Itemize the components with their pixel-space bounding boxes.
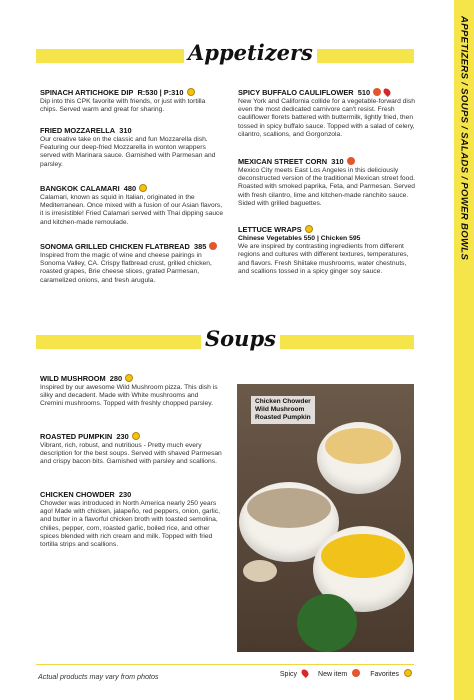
photo-label-mushroom: Wild Mushroom (255, 406, 305, 413)
item-price: 230 (116, 432, 129, 441)
item-name: LETTUCE WRAPS (238, 225, 302, 234)
legend-spicy-label: Spicy (279, 670, 298, 678)
side-category-text: APPETIZERS / SOUPS / SALADS / POWER BOWLS (458, 16, 470, 261)
item-name: ROASTED PUMPKIN (40, 432, 113, 441)
item-price: 510 (357, 88, 371, 97)
photo-label-chowder: Chicken Chowder (255, 398, 311, 405)
new-item-badge-icon (209, 242, 217, 250)
new-item-badge-icon (352, 669, 360, 677)
chili-pepper-icon (382, 87, 392, 97)
menu-item-bangkok-calamari (40, 184, 224, 227)
menu-item-wild-mushroom (40, 374, 222, 409)
footer-disclaimer: Actual products may vary from photos (38, 672, 159, 681)
item-description: We are inspired by contrasting ingredients from different regions and cultures with different textures, temperatures, and flavors. Fresh Shiitake mushrooms, water chestnuts, and scallions tossed in a spicy ginger soy sauce. (238, 243, 409, 275)
item-name: SPINACH ARTICHOKE DIP (40, 88, 134, 97)
menu-item-spicy-buffalo-cauliflower (238, 88, 416, 139)
item-description: Chowder was introduced in North America nearly 250 years ago! Made with chicken, jalapeño, red peppers, onion, garlic, and butter in a flavorful chicken broth with toasted semolina, chilies, pepper, corn, roasted garlic, boiled rice, and other spices blended with rich cream and milk. Topped with fried tortilla strips and scallions. (40, 500, 220, 549)
new-item-badge-icon (373, 88, 381, 96)
item-price: 230 (118, 490, 132, 499)
item-name: WILD MUSHROOM (40, 374, 106, 383)
item-description: Dip into this CPK favorite with friends, or just with tortilla chips. Served warm and great for sharing. (40, 98, 206, 114)
item-price: 310 (331, 157, 344, 166)
item-description: Inspired by our awesome Wild Mushroom pizza. This dish is silky and decadent. Made with White mushrooms and Cremini mushrooms. Topped with freshly chopped parsley. (40, 384, 218, 408)
star-favorite-icon (139, 184, 147, 192)
chili-pepper-icon (300, 668, 310, 678)
icon-legend (280, 670, 412, 678)
menu-item-sonoma-flatbread (40, 242, 224, 285)
item-name: SPICY BUFFALO CAULIFLOWER (238, 88, 354, 97)
mushroom-garnish (243, 560, 277, 582)
item-name: FRIED MOZZARELLA (40, 126, 116, 135)
photo-label-pumpkin: Roasted Pumpkin (255, 414, 311, 421)
item-description: Mexico City meets East Los Angeles in this deliciously deconstructed version of the traditional Mexican street food. Roasted with smoked paprika, Feta, and Parmesan. Served with fresh cilantro, lime and kitchen-made ranchito sauce. Sided with grilled baguettes. (238, 167, 415, 207)
item-price: 385 (193, 242, 207, 251)
soups-title: Soups (201, 326, 280, 352)
soup-roasted-pumpkin (321, 534, 405, 578)
soups-photo (237, 384, 414, 652)
item-price: 480 (123, 184, 137, 193)
item-price: 310 (119, 126, 132, 135)
new-item-badge-icon (347, 157, 355, 165)
side-category-label (454, 0, 474, 700)
star-favorite-icon (404, 669, 412, 677)
appetizers-title: Appetizers (184, 40, 317, 66)
item-description: Inspired from the magic of wine and cheese pairings in Sonoma Valley, CA. Crispy flatbread crust, grilled chicken, roasted grapes, Brie cheese slices, grated Parmesan, caramelized onions, and fresh arugula. (40, 252, 212, 284)
item-description: Calamari, known as squid in Italian, originated in the Mediterranean. Once mixed with a fusion of our Asian flavors, it is irresistible! Fried Calamari served with Thai dipping sauce and kitchen-made remoulade. (40, 194, 224, 226)
item-name: CHICKEN CHOWDER (40, 490, 115, 499)
item-description: New York and California collide for a vegetable-forward dish even the most dedicated carnivore can't resist. Fresh cauliflower florets battered with buttermilk, lightly fried, then tossed in spicy buffalo sauce. Topped with a salad of celery, cilantro, scallions, and Gorgonzola. (238, 98, 415, 138)
menu-item-fried-mozzarella (40, 126, 224, 169)
footer-divider (36, 664, 414, 665)
item-name: MEXICAN STREET CORN (238, 157, 328, 166)
menu-item-chicken-chowder (40, 490, 222, 549)
soup-wild-mushroom (247, 488, 331, 528)
item-price-options: Chinese Vegetables 550 | Chicken 595 (238, 235, 361, 243)
menu-item-mexican-street-corn (238, 157, 416, 208)
item-description: Vibrant, rich, robust, and nutritious - Pretty much every description for the best soups. Served with shaved Parmesan and crispy bacon bits. Garnished with parsley and scallions. (40, 442, 222, 466)
menu-item-roasted-pumpkin (40, 432, 222, 467)
star-favorite-icon (132, 432, 140, 440)
item-description: Our creative take on the classic and fun Mozzarella dish. Featuring our deep-fried Mozzarella in wonton wrappers served with Marinara sauce. Garnished with Parmesan and parsley. (40, 136, 216, 168)
menu-item-lettuce-wraps (238, 225, 416, 276)
item-price: R:530 | P:310 (137, 88, 184, 97)
item-price: 280 (109, 374, 123, 383)
soup-chicken-chowder (325, 428, 393, 464)
star-favorite-icon (187, 88, 195, 96)
star-favorite-icon (305, 225, 313, 233)
legend-favorites-label: Favorites (370, 670, 399, 678)
item-name: BANGKOK CALAMARI (40, 184, 120, 193)
star-favorite-icon (125, 374, 133, 382)
legend-new-label: New item (318, 670, 348, 678)
parsley-garnish (297, 594, 357, 652)
photo-caption (251, 396, 315, 424)
item-name: SONOMA GRILLED CHICKEN FLATBREAD (40, 242, 190, 251)
menu-item-spinach-artichoke-dip (40, 88, 224, 114)
